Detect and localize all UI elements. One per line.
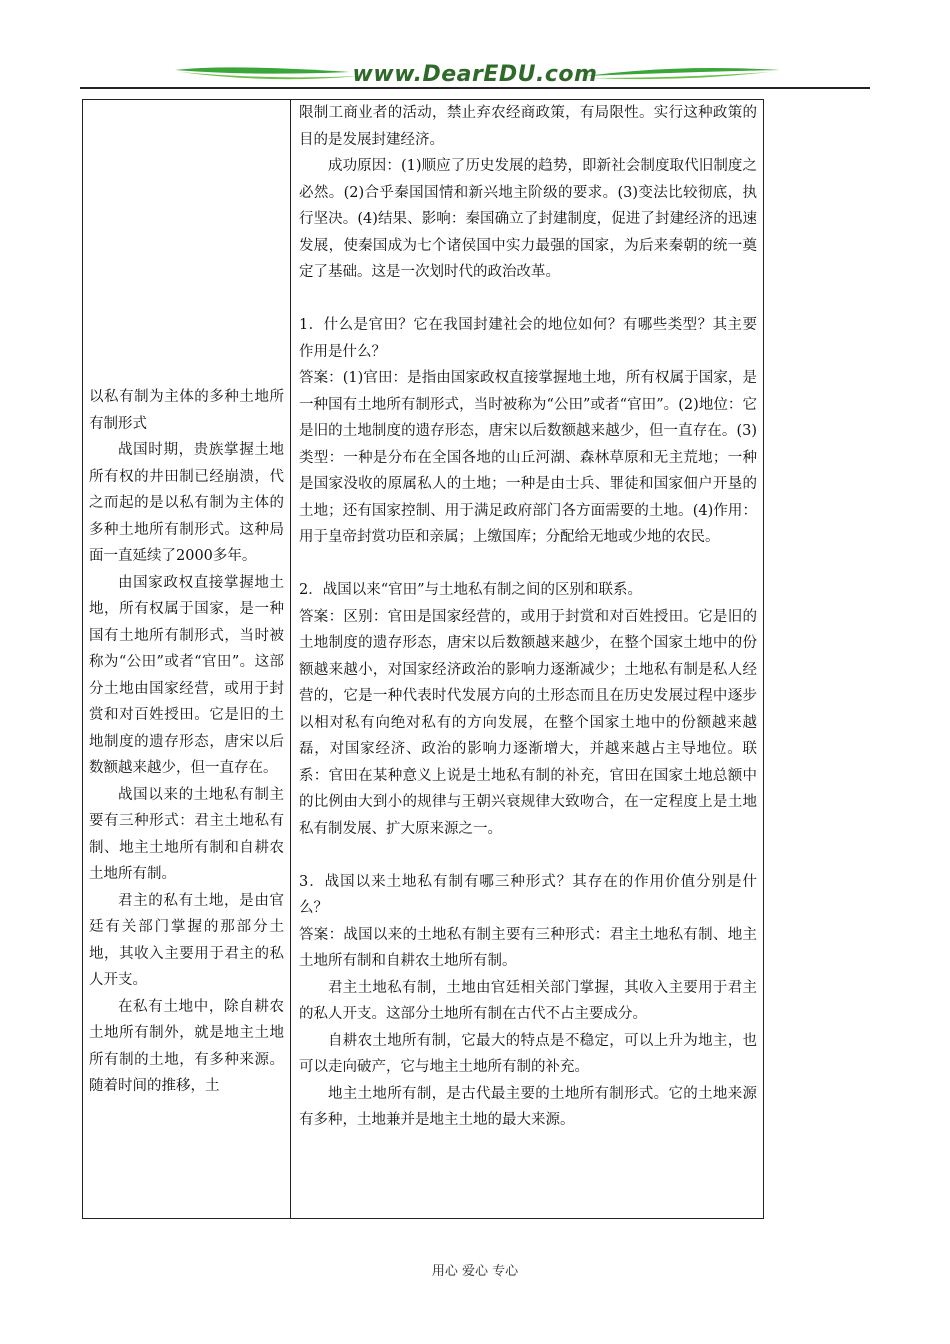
page-header — [80, 58, 870, 96]
answer-1: 答案：(1)官田：是指由国家政权直接掌握地土地，所有权属于国家，是一种国有土地所有制形式，当时被称为“公田”或者“官田”。(2)地位：它是旧的土地制度的遗存形态，唐宋以后数额越来越少，但一直存在。(3)类型：一种是分布在全国各地的山丘河湖、森林草原和无主荒地；一种是国家没收的原属私人的土地；一种是由士兵、罪徒和国家佃户开垦的土地；还有国家控制、用于满足政府部门各方面需要的土地。(4)作用：用于皇帝封赏功臣和亲属；上缴国库；分配给无地或少地的农民。 — [299, 370, 757, 545]
left-paragraph: 由国家政权直接掌握地土地，所有权属于国家，是一种国有土地所有制形式，当时被称为“公田”或者“官田”。这部分土地由国家经营，或用于封赏和对百姓授田。它是旧的土地制度的遗存形态，唐宋以后数额越来越少，但一直存在。 — [89, 574, 284, 776]
left-paragraph: 战国以来的土地私有制主要有三种形式：君主土地私有制、地主土地所有制和自耕农土地所有制。 — [89, 786, 284, 882]
question-3: 3．战国以来土地私有制有哪三种形式？其存在的作用价值分别是什么？ — [299, 873, 757, 916]
answer-3-paragraph: 地主土地所有制，是古代最主要的土地所有制形式。它的土地来源有多种，土地兼并是地主土地的最大来源。 — [299, 1085, 757, 1128]
left-column — [83, 100, 291, 1218]
left-paragraph: 在私有土地中，除自耕农土地所有制外，就是地主土地所有制的土地，有多种来源。随着时间的推移，土 — [89, 998, 284, 1094]
left-heading: 以私有制为主体的多种土地所有制形式 — [89, 389, 284, 432]
question-1: 1．什么是官田？它在我国封建社会的地位如何？有哪些类型？其主要作用是什么？ — [299, 317, 757, 360]
question-2: 2．战国以来“官田”与土地私有制之间的区别和联系。 — [299, 582, 643, 598]
left-paragraph: 君主的私有土地，是由官廷有关部门掌握的那部分土地，其收入主要用于君主的私人开支。 — [89, 892, 284, 988]
right-paragraph: 成功原因：(1)顺应了历史发展的趋势，即新社会制度取代旧制度之必然。(2)合乎秦国国情和新兴地主阶级的要求。(3)变法比较彻底，执行坚决。(4)结果、影响：秦国确立了封建制度，促进了封建经济的迅速发展，使秦国成为七个诸侯国中实力最强的国家，为后来秦朝的统一奠定了基础。这是一次划时代的政治改革。 — [299, 158, 757, 280]
content-table — [82, 99, 764, 1219]
answer-3-paragraph: 君主土地私有制，土地由官廷相关部门掌握，其收入主要用于君主的私人开支。这部分土地所有制在古代不占主要成分。 — [299, 979, 757, 1022]
spacer — [299, 842, 757, 869]
site-logo: www.DearEDU.com — [352, 62, 598, 87]
right-paragraph: 限制工商业者的活动，禁止弃农经商政策，有局限性。实行这种政策的目的是发展封建经济。 — [299, 105, 757, 148]
answer-3: 答案：战国以来的土地私有制主要有三种形式：君主土地私有制、地主土地所有制和自耕农土地所有制。 — [299, 926, 757, 969]
answer-3-paragraph: 自耕农土地所有制，它最大的特点是不稳定，可以上升为地主，也可以走向破产，它与地主土地所有制的补充。 — [299, 1032, 757, 1075]
right-column — [292, 100, 762, 1218]
header-rule — [80, 87, 870, 89]
left-paragraph: 战国时期，贵族掌握土地所有权的井田制已经崩溃，代之而起的是以私有制为主体的多种土地所有制形式。这种局面一直延续了2000多年。 — [89, 442, 284, 564]
page-footer: 用心 爱心 专心 — [431, 1264, 519, 1279]
spacer — [299, 286, 757, 313]
answer-2: 答案：区别：官田是国家经营的，或用于封赏和对百姓授田。它是旧的土地制度的遗存形态，唐宋以后数额越来越少，在整个国家土地中的份额越来越小，对国家经济政治的影响力逐渐减少；土地私有制是私人经营的，它是一种代表时代发展方向的土形态而且在历史发展过程中逐步以相对私有向绝对私有的方向发展，在整个国家土地中的份额越来越磊，对国家经济、政治的影响力逐渐增大，并越来越占主导地位。联系：官田在某种意义上说是土地私有制的补充，官田在国家土地总额中的比例由大到小的规律与王朝兴衰规律大致吻合，在一定程度上是土地私有制发展、扩大原来源之一。 — [299, 608, 757, 837]
spacer — [299, 551, 757, 578]
